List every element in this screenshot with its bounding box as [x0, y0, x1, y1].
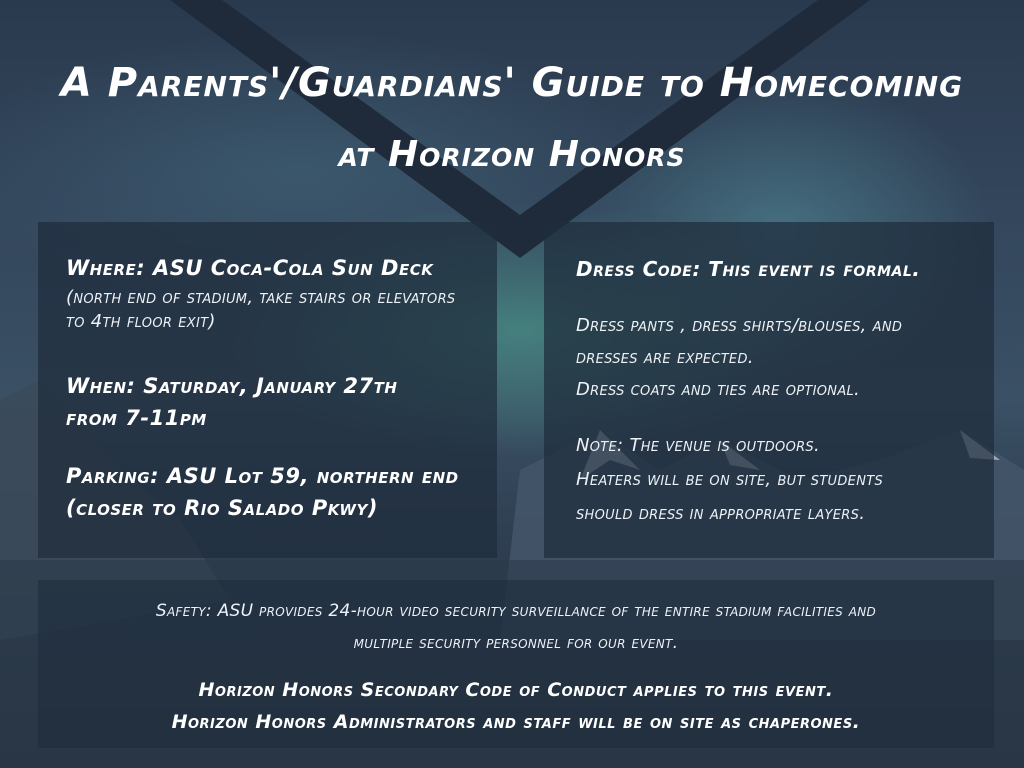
- conduct-line1: Horizon Honors Secondary Code of Conduct applies to this event.: [198, 679, 834, 701]
- dress-code-panel: [544, 222, 994, 558]
- where-label: Where: ASU Coca-Cola Sun Deck: [66, 256, 434, 280]
- page-title: A Parents'/Guardians' Guide to Homecoming: [60, 60, 964, 106]
- page-subtitle: at Horizon Honors: [338, 134, 686, 175]
- parking-line2: (closer to Rio Salado Pkwy): [66, 496, 378, 520]
- dress-line3: Dress coats and ties are optional.: [576, 379, 861, 400]
- safety-line2: multiple security personnel for our event.: [353, 633, 679, 653]
- when-line2: from 7-11pm: [66, 406, 207, 430]
- parking-line1: Parking: ASU Lot 59, northern end: [66, 464, 459, 488]
- safety-conduct-panel: [38, 580, 994, 748]
- safety-line1: Safety: ASU provides 24-hour video security surveillance of the entire stadium facilities and: [155, 601, 877, 621]
- dress-code-heading: Dress Code: This event is formal.: [576, 257, 921, 281]
- note-line1: Note: The venue is outdoors.: [576, 435, 821, 456]
- dress-line2: dresses are expected.: [576, 347, 754, 368]
- when-line1: When: Saturday, January 27th: [66, 374, 398, 398]
- note-line2: Heaters will be on site, but students: [576, 469, 884, 490]
- conduct-line2: Horizon Honors Administrators and staff will be on site as chaperones.: [171, 711, 861, 733]
- dress-line1: Dress pants , dress shirts/blouses, and: [576, 315, 903, 336]
- location-time-panel: [38, 222, 497, 558]
- chevron-shape: [170, 0, 870, 258]
- where-detail: (north end of stadium, take stairs or elevators to 4th floor exit): [66, 287, 456, 333]
- note-line3: should dress in appropriate layers.: [576, 503, 866, 524]
